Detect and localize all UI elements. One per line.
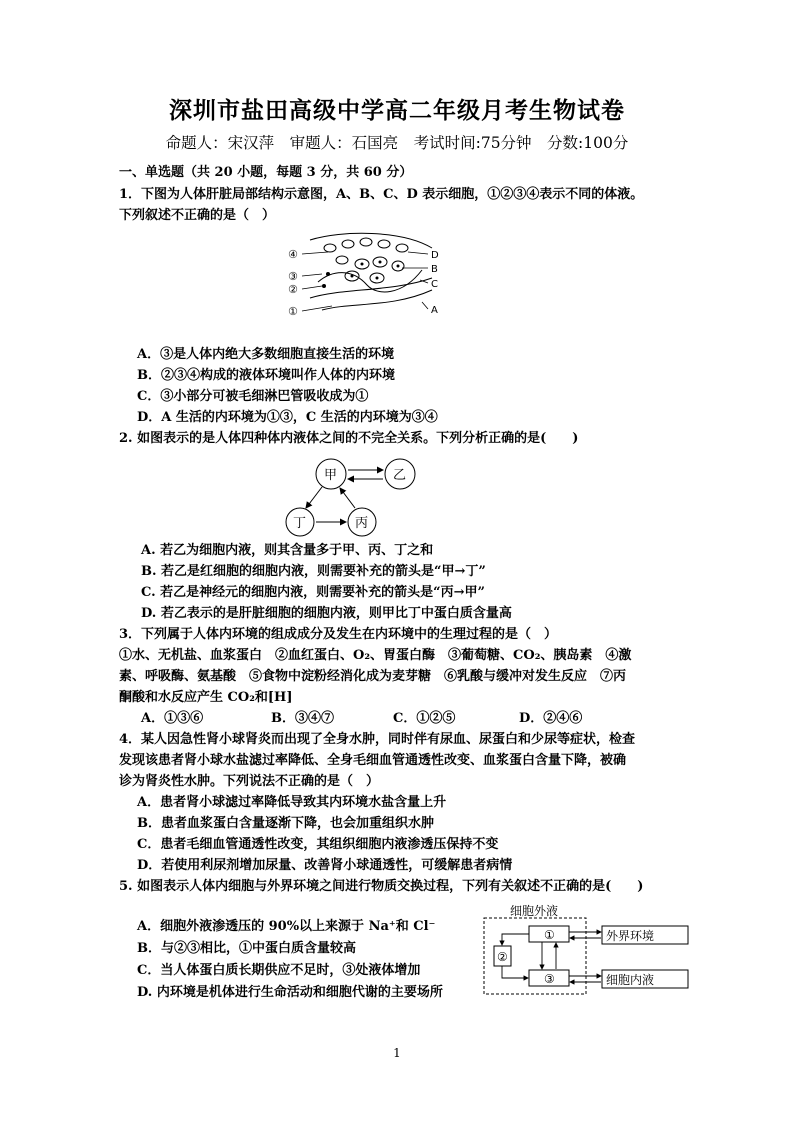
q2-option-b: B. 若乙是红细胞的细胞内液，则需要补充的箭头是“甲→丁” — [141, 564, 486, 579]
q2-stem: 2. 如图表示的是人体四种体内液体之间的不完全关系。下列分析正确的是( ) — [119, 431, 579, 446]
q3-items-line2: 素、呼吸酶、氨基酸 ⑤食物中淀粉经消化成为麦芽糖 ⑥乳酸与缓冲对发生反应 ⑦丙 — [119, 669, 627, 684]
node-ding: 丁 — [293, 516, 307, 531]
material-exchange-figure — [482, 904, 694, 998]
q3-option-a: A．①③⑥ — [141, 711, 204, 726]
fig1-label-4: ④ — [288, 248, 298, 261]
q3-stem: 3．下列属于人体内环境的组成成分及发生在内环境中的生理过程的是（ ） — [119, 627, 558, 642]
node-bing: 丙 — [355, 516, 369, 531]
fig5-node-2: ② — [497, 950, 508, 964]
q1-option-d: D．A 生活的内环境为①③，C 生活的内环境为③④ — [137, 410, 438, 425]
q3-option-c: C．①②⑤ — [393, 711, 456, 726]
node-jia: 甲 — [324, 468, 338, 483]
fig1-label-b: B — [431, 264, 438, 275]
page-title: 深圳市盐田高级中学高二年级月考生物试卷 — [169, 97, 625, 124]
body-fluid-relation-figure — [282, 452, 422, 542]
fig1-label-d: D — [431, 250, 439, 261]
fig5-extracellular-label: 细胞外液 — [510, 904, 559, 918]
fig5-node-3: ③ — [544, 972, 555, 986]
fig1-label-1: ① — [288, 305, 298, 318]
q1-stem-line1: 1．下图为人体肝脏局部结构示意图，A、B、C、D 表示细胞，①②③④表示不同的体液。 — [119, 187, 644, 202]
page-number: 1 — [393, 1046, 401, 1060]
fig5-external-env: 外界环境 — [606, 929, 655, 943]
q3-items-line3: 酮酸和水反应产生 CO₂和[H] — [119, 690, 293, 705]
q5-option-b: B．与②③相比，①中蛋白质含量较高 — [137, 941, 356, 956]
q4-option-b: B．患者血浆蛋白含量逐渐下降，也会加重组织水肿 — [137, 816, 434, 831]
q1-option-a: A．③是人体内绝大多数细胞直接生活的环境 — [137, 347, 395, 362]
q4-stem-line3: 诊为肾炎性水肿。下列说法不正确的是（ ） — [119, 774, 380, 789]
q3-items-line1: ①水、无机盐、血浆蛋白 ②血红蛋白、O₂、胃蛋白酶 ③葡萄糖、CO₂、胰岛素 ④激 — [119, 648, 632, 663]
section-heading: 一、单选题（共 20 小题，每题 3 分，共 60 分） — [119, 165, 413, 180]
node-yi: 乙 — [393, 468, 407, 483]
fig5-node-1: ① — [544, 928, 555, 942]
q4-option-d: D．若使用利尿剂增加尿量、改善肾小球通透性，可缓解患者病情 — [137, 858, 513, 873]
q4-option-a: A．患者肾小球滤过率降低导致其内环境水盐含量上升 — [137, 795, 447, 810]
q5-option-d: D. 内环境是机体进行生命活动和细胞代谢的主要场所 — [137, 985, 443, 1000]
q5-option-c: C．当人体蛋白质长期供应不足时，③处液体增加 — [137, 963, 421, 978]
q1-option-c: C．③小部分可被毛细淋巴管吸收成为① — [137, 389, 369, 404]
q4-stem-line1: 4．某人因急性肾小球肾炎而出现了全身水肿，同时伴有尿血、尿蛋白和少尿等症状，检查 — [119, 732, 636, 747]
fig1-label-a: A — [431, 305, 438, 316]
fig5-intracellular: 细胞内液 — [606, 973, 655, 987]
liver-structure-figure — [282, 230, 452, 325]
q2-option-a: A. 若乙为细胞内液，则其含量多于甲、丙、丁之和 — [141, 543, 434, 558]
q4-stem-line2: 发现该患者肾小球水盐滤过率降低、全身毛细血管通透性改变、血浆蛋白含量下降，被确 — [119, 753, 627, 768]
q5-stem: 5. 如图表示人体内细胞与外界环境之间进行物质交换过程，下列有关叙述不正确的是( ) — [119, 879, 644, 894]
q2-option-c: C. 若乙是神经元的细胞内液，则需要补充的箭头是“丙→甲” — [141, 585, 486, 600]
exam-meta: 命题人：宋汉萍 审题人：石国亮 考试时间:75分钟 分数:100分 — [165, 134, 629, 152]
q3-option-b: B．③④⑦ — [271, 711, 334, 726]
q4-option-c: C．患者毛细血管通透性改变，其组织细胞内液渗透压保持不变 — [137, 837, 499, 852]
q1-stem-line2: 下列叙述不正确的是（ ） — [119, 208, 276, 223]
q5-option-a: A．细胞外液渗透压的 90%以上来源于 Na⁺和 Cl⁻ — [137, 919, 436, 934]
fig1-label-c: C — [431, 279, 438, 290]
q2-option-d: D. 若乙表示的是肝脏细胞的细胞内液，则甲比丁中蛋白质含量高 — [141, 606, 512, 621]
fig1-label-2: ② — [288, 283, 298, 296]
q1-option-b: B．②③④构成的液体环境叫作人体的内环境 — [137, 368, 395, 383]
q3-option-d: D．②④⑥ — [519, 711, 583, 726]
fig1-label-3: ③ — [288, 270, 298, 283]
